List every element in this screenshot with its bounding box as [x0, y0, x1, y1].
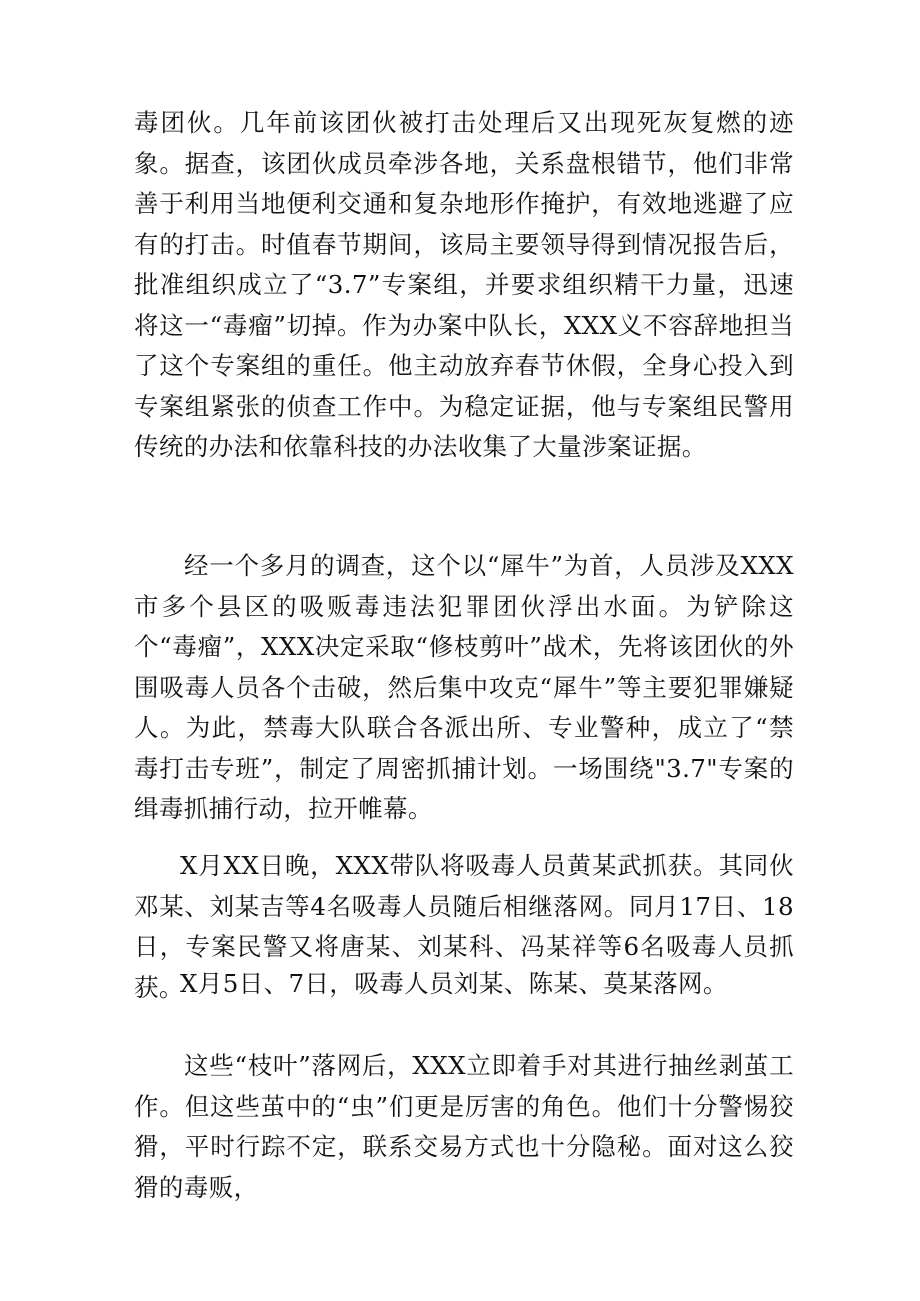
paragraph-3: X月XX日晚，XXX带队将吸毒人员黄某武抓获。其同伙邓某、刘某吉等4名吸毒人员随后相继落网。同月17日、18日，专案民警又将唐某、刘某科、冯某祥等6名吸毒人员抓获。 — [134, 851, 794, 1002]
paragraph-1: 毒团伙。几年前该团伙被打击处理后又出现死灰复燃的迹象。据查，该团伙成员牵涉各地，关系盘根错节，他们非常善于利用当地便利交通和复杂地形作掩护，有效地逃避了应有的打击。时值春节期间，该局主要领导得到情况报告后，批准组织成立了“3.7”专案组，并要求组织精干力量，迅速将这一“毒瘤”切掉。作为办案中队长，XXX义不容辞地担当了这个专案组的重任。他主动放弃春节休假，全身心投入到专案组紧张的侦查工作中。为稳定证据，他与专案组民警用传统的办法和依靠科技的办法收集了大量涉案证据。 — [134, 108, 794, 461]
paragraph-4: X月5日、7日，吸毒人员刘某、陈某、莫某落网。 — [180, 969, 728, 998]
paragraph-5: 这些“枝叶”落网后，XXX立即着手对其进行抽丝剥茧工作。但这些茧中的“虫”们更是厉害的角色。他们十分警惕狡猾，平时行踪不定，联系交易方式也十分隐秘。面对这么狡猾的毒贩， — [134, 1051, 794, 1202]
paragraph-2: 经一个多月的调查，这个以“犀牛”为首，人员涉及XXX市多个县区的吸贩毒违法犯罪团伙浮出水面。为铲除这个“毒瘤”，XXX决定采取“修枝剪叶”战术，先将该团伙的外围吸毒人员各个击破，然后集中攻克“犀牛”等主要犯罪嫌疑人。为此，禁毒大队联合各派出所、专业警种，成立了“禁毒打击专班”，制定了周密抓捕计划。一场围绕"3.7"专案的缉毒抓捕行动，拉开帷幕。 — [134, 551, 794, 823]
